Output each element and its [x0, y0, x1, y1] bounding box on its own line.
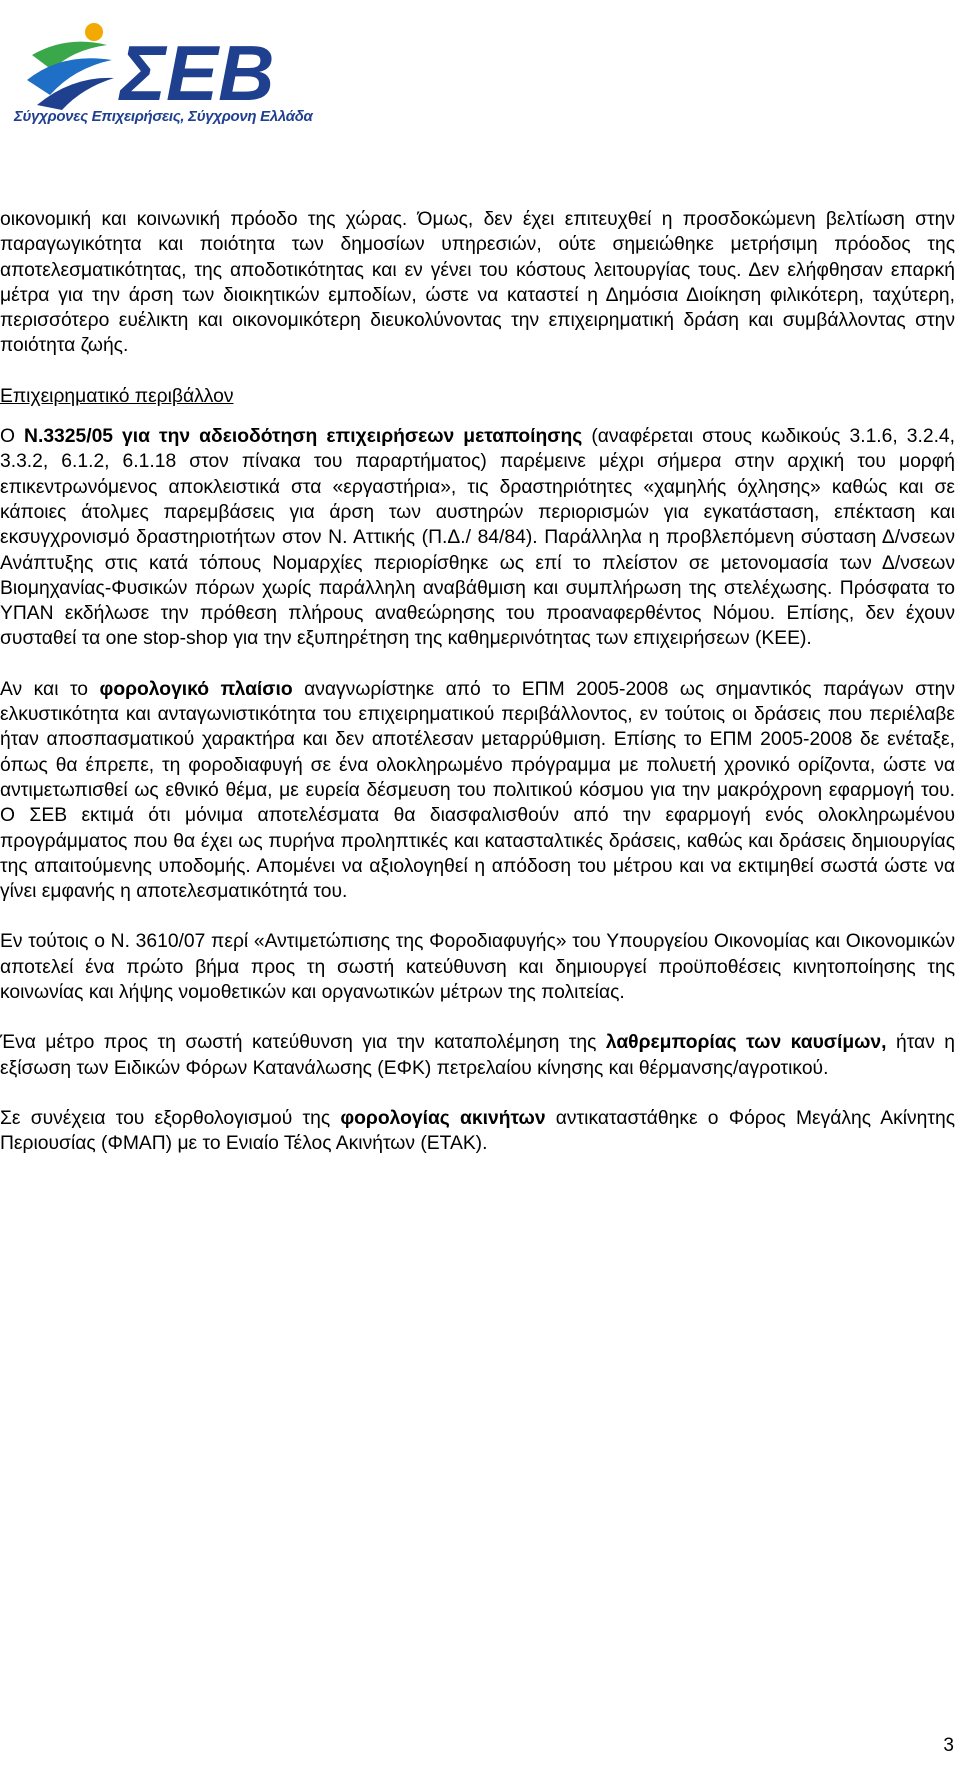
section-heading: Επιχειρηματικό περιβάλλον: [0, 385, 234, 407]
text-segment: ήταν η εξίσωση των Ειδικών Φόρων Κατανάλωσης (ΕΦΚ) πετρελαίου κίνησης και θέρμανσης/αγροτικού.: [0, 1032, 955, 1079]
paragraph-tax-evasion-law: Εν τούτοις ο Ν. 3610/07 περί «Αντιμετώπισης της Φοροδιαφυγής» του Υπουργείου Οικονομίας και Οικονομικών αποτελεί ένα πρώτο βήμα προς τη σωστή κατεύθυνση και δημιουργεί προϋποθέσεις κινητοποίησης της κοινωνίας και λήψης νομοθετικών και οργανωτικών μέτρων της πολιτείας.: [0, 931, 955, 1004]
logo-wordmark: ΣΕΒ: [120, 29, 275, 117]
text-segment: Σε συνέχεια του εξορθολογισμού της: [0, 1107, 341, 1129]
paragraph-administration: οικονομική και κοινωνική πρόοδο της χώρας. Όμως, δεν έχει επιτευχθεί η προσδοκώμενη βελτίωση στην παραγωγικότητα και ποιότητα των δημοσίων υπηρεσιών, ούτε σημειώθηκε μετρήσιμη πρόοδος της αποτελεσματικότητας, της αποδοτικότητας και εν γένει του κόστους λειτουργίας τους. Δεν ελήφθησαν επαρκή μέτρα για την άρση των διοικητικών εμποδίων, ώστε να καταστεί η Δημόσια Διοίκηση φιλικότερη, ταχύτερη, περισσότερο ευέλικτη και οικονομικότερη διευκολύνοντας την επιχειρηματική δράση και συμβάλλοντας στην ποιότητα ζωής.: [0, 209, 955, 357]
page-number: 3: [943, 1735, 954, 1756]
bold-segment: λαθρεμπορίας των καυσίμων,: [605, 1032, 887, 1054]
bold-segment: φορολογικό πλαίσιο: [99, 678, 293, 700]
logo-tagline: Σύγχρονες Επιχειρήσεις, Σύγχρονη Ελλάδα: [14, 108, 313, 125]
paragraph-fuel-smuggling: [0, 1030, 955, 1081]
text-segment: Ένα μέτρο προς τη σωστή κατεύθυνση για την καταπολέμηση της: [0, 1032, 606, 1054]
document-body: [0, 207, 955, 1157]
text-segment: αναγνωρίστηκε από το ΕΠΜ 2005-2008 ως σημαντικός παράγων στην ελκυστικότητα και ανταγωνιστικότητα του επιχειρηματικού περιβάλλοντος, εν τούτοις οι δράσεις που περιέλαβε ήταν αποσπασματικού χαρακτήρα και δεν αποτέλεσαν μεταρρύθμιση. Επίσης το ΕΠΜ 2005-2008 δε ενέταξε, όπως θα έπρεπε, τη φοροδιαφυγή σε ένα ολοκληρωμένο πρόγραμμα με πολυετή χρονικό ορίζοντα, ώστε να αντιμετωπισθεί ως εθνικό θέμα, με ευρεία δέσμευση του πολιτικού κόσμου για την μακρόχρονη εφαρμογή του. Ο ΣΕΒ εκτιμά ότι μόνιμα αποτελέσματα θα διασφαλισθούν από την εφαρμογή ενός ολοκληρωμένου προγράμματος που θα έχει ως πυρήνα προληπτικές και κατασταλτικές δράσεις, καθώς και δράσεις δημιουργίας της απαιτούμενης υποδομής. Απομένει να αξιολογηθεί η απόδοση του μέτρου και να εκτιμηθεί σωστά ώστε να γίνει εμφανής η αποτελεσματικότητά του.: [0, 678, 955, 903]
bold-segment: φορολογίας ακινήτων: [340, 1107, 546, 1129]
text-segment: Ο: [0, 426, 25, 448]
paragraph-tax-framework: [0, 677, 955, 905]
text-segment: Αν και το: [0, 678, 100, 700]
text-segment: (αναφέρεται στους κωδικούς 3.1.6, 3.2.4, 3.3.2, 6.1.2, 6.1.18 στον πίνακα του παραρτήματος) παρέμεινε μέχρι σήμερα στην αρχική του μορφή επικεντρωνόμενος αποκλειστικά στα «εργαστήρια», τις δραστηριότητες «χαμηλής όχλησης» καθώς και σε κάποιες άτολμες παρεμβάσεις για άρση των αυστηρών περιορισμών για εγκατάσταση, επέκταση και εκσυγχρονισμό δραστηριοτήτων στον Ν. Αττικής (Π.Δ./ 84/84). Παράλληλα η προβλεπόμενη σύσταση Δ/νσεων Ανάπτυξης στις κατά τόπους Νομαρχίες περιορίσθηκε ως επί το πλείστον σε μετονομασία των Δ/νσεων Βιομηχανίας-Φυσικών πόρων χωρίς παράλληλη αναβάθμιση και συμπλήρωση της στελέχωσης. Πρόσφατα το ΥΠΑΝ εκδήλωσε την πρόθεση πλήρους αναθεώρησης του προαναφερθέντος Νόμου. Επίσης, δεν έχουν συσταθεί τα one stop-shop για την εξυπηρέτηση της καθημερινότητας των επιχειρήσεων (ΚΕΕ).: [0, 426, 956, 650]
paragraph-property-tax: [0, 1106, 955, 1157]
paragraph-licensing: [0, 424, 955, 652]
bold-segment: Ν.3325/05 για την αδειοδότηση επιχειρήσεων μεταποίησης: [24, 426, 583, 448]
text-segment: αντικαταστάθηκε ο Φόρος Μεγάλης Ακίνητης Περιουσίας (ΦΜΑΠ) με το Ενιαίο Τέλος Ακινήτων (ΕΤΑΚ).: [0, 1107, 955, 1155]
